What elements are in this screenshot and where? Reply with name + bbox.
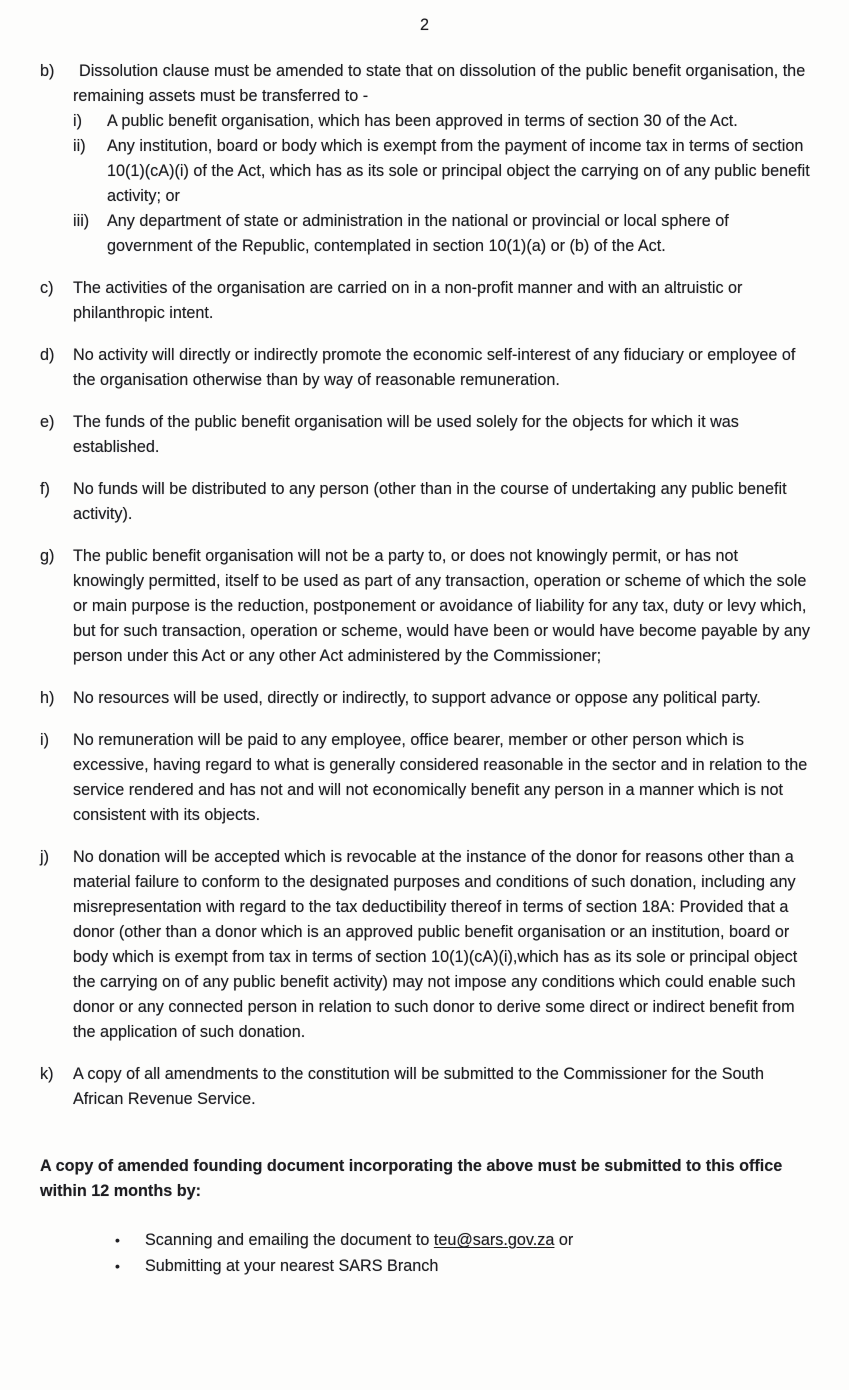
list-item-e bbox=[40, 410, 811, 460]
list-item bbox=[115, 1254, 811, 1279]
subitem-text: A public benefit organisation, which has been approved in terms of section 30 of the Act. bbox=[107, 112, 738, 130]
item-label: b) bbox=[40, 62, 55, 80]
item-label: c) bbox=[40, 279, 54, 297]
bullet-text: Submitting at your nearest SARS Branch bbox=[145, 1257, 439, 1275]
submission-options-list bbox=[115, 1228, 811, 1279]
submission-instruction: A copy of amended founding document incorporating the above must be submitted to this office within 12 months by: bbox=[40, 1157, 783, 1200]
bullet-text: or bbox=[554, 1231, 574, 1249]
list-item bbox=[115, 1228, 811, 1253]
sub-item-iii bbox=[73, 209, 811, 259]
sub-item-i bbox=[73, 109, 811, 134]
item-label: k) bbox=[40, 1065, 54, 1083]
subitem-text: Any department of state or administration in the national or provincial or local sphere of government of the Republic, contemplated in section 10(1)(a) or (b) of the Act. bbox=[107, 212, 729, 255]
list-item-k bbox=[40, 1062, 811, 1112]
item-text: No funds will be distributed to any person (other than in the course of undertaking any public benefit activity). bbox=[73, 480, 787, 523]
item-text: No resources will be used, directly or indirectly, to support advance or oppose any political party. bbox=[73, 689, 761, 707]
item-text: No donation will be accepted which is revocable at the instance of the donor for reasons other than a material failure to conform to the designated purposes and conditions of such donation, including any misrepresentation with regard to the tax deductibility thereof in terms of section 18A: Provided that a donor (other than a donor which is an approved public benefit organisation or an institution, board or body which is exempt from tax in terms of section 10(1)(cA)(i),which has as its sole or principal object the carrying on of any public benefit activity) may not impose any conditions which could enable such donor or any connected person in relation to such donor to derive some direct or indirect benefit from the application of such donation. bbox=[73, 848, 798, 1041]
list-item-d bbox=[40, 343, 811, 393]
item-label: e) bbox=[40, 413, 55, 431]
subitem-text: Any institution, board or body which is exempt from the payment of income tax in terms of section 10(1)(cA)(i) of the Act, which has as its sole or principal object the carrying on of any public benefit activity; or bbox=[107, 137, 810, 205]
item-label: j) bbox=[40, 848, 49, 866]
list-item-g bbox=[40, 544, 811, 669]
item-label: i) bbox=[40, 731, 49, 749]
email-link[interactable]: teu@sars.gov.za bbox=[433, 1231, 555, 1249]
sub-item-ii bbox=[73, 134, 811, 209]
list-item-h bbox=[40, 686, 811, 711]
bullet-text: Scanning and emailing the document to bbox=[145, 1231, 434, 1249]
bullet-icon: • bbox=[115, 1232, 120, 1248]
subitem-label: i) bbox=[73, 112, 82, 130]
item-text: The funds of the public benefit organisation will be used solely for the objects for which it was established. bbox=[73, 413, 739, 456]
list-item-b bbox=[40, 59, 811, 259]
item-text: No remuneration will be paid to any employee, office bearer, member or other person which is excessive, having regard to what is generally considered reasonable in the sector and in relation to the service rendered and has not and will not economically benefit any person in a manner which is not consistent with its objects. bbox=[73, 731, 808, 824]
item-label: f) bbox=[40, 480, 50, 498]
item-text: A copy of all amendments to the constitution will be submitted to the Commissioner for the South African Revenue Service. bbox=[73, 1065, 765, 1108]
item-text: No activity will directly or indirectly promote the economic self-interest of any fiduciary or employee of the organisation otherwise than by way of reasonable remuneration. bbox=[73, 346, 796, 389]
item-label: d) bbox=[40, 346, 55, 364]
item-text: Dissolution clause must be amended to state that on dissolution of the public benefit organisation, the remaining assets must be transferred to - bbox=[73, 62, 806, 105]
list-item-i bbox=[40, 728, 811, 828]
list-item-j bbox=[40, 845, 811, 1045]
subitem-label: ii) bbox=[73, 137, 86, 155]
page-number: 2 bbox=[419, 16, 429, 34]
item-label: g) bbox=[40, 547, 55, 565]
list-item-f bbox=[40, 477, 811, 527]
list-item-c bbox=[40, 276, 811, 326]
bullet-icon: • bbox=[115, 1258, 120, 1274]
item-text: The public benefit organisation will not be a party to, or does not knowingly permit, or has not knowingly permitted, itself to be used as part of any transaction, operation or scheme of which the sole or main purpose is the reduction, postponement or avoidance of liability for any tax, duty or levy which, but for such transaction, operation or scheme, would have been or would have become payable by any person under this Act or any other Act administered by the Commissioner; bbox=[73, 547, 810, 665]
item-text: The activities of the organisation are carried on in a non-profit manner and with an altruistic or philanthropic intent. bbox=[73, 279, 743, 322]
subitem-label: iii) bbox=[73, 212, 90, 230]
clause-list bbox=[40, 59, 811, 1112]
item-label: h) bbox=[40, 689, 55, 707]
